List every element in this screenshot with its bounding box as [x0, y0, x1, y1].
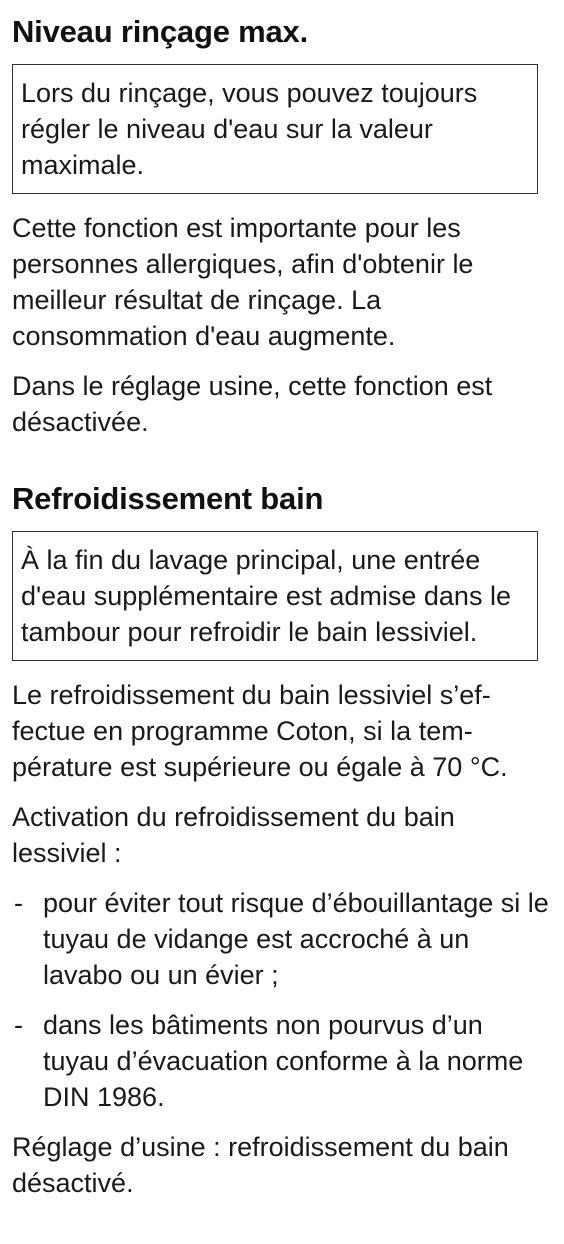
paragraph-allergy-info: Cette fonction est importante pour les personnes allergiques, afin d'obtenir le meilleur résultat de rinçage. La consommation d'eau augmente. — [12, 213, 474, 351]
paragraph-cooling-condition: Le refroidissement du bain lessiviel s’effectue en programme Coton, si la température est supérieure ou égale à 70 °C. — [12, 680, 508, 782]
info-box-refroidissement: À la fin du lavage principal, une entrée d'eau supplémentaire est admise dans le tambour pour refroidir le bain lessiviel. — [12, 531, 538, 661]
activation-reasons-list — [12, 885, 550, 1115]
section-heading-niveau-rincage: Niveau rinçage max. — [12, 14, 309, 49]
section-heading-refroidissement: Refroidissement bain — [12, 481, 324, 516]
list-item-text: pour éviter tout risque d’ébouillantage si le tuyau de vidange est accroché à un lavabo ou un évier ; — [43, 888, 549, 990]
info-box-niveau-rincage: Lors du rinçage, vous pouvez toujours régler le niveau d'eau sur la valeur maximale. — [12, 64, 538, 194]
paragraph-factory-setting-rincage: Dans le réglage usine, cette fonction est désactivée. — [12, 371, 493, 437]
paragraph-cooling-activation: Activation du refroidissement du bain lessiviel : — [12, 802, 455, 868]
list-dash-marker: - — [14, 1010, 23, 1040]
paragraph-factory-setting-cooling: Réglage d’usine : refroidissement du bain désactivé. — [12, 1132, 509, 1198]
list-item — [12, 885, 550, 993]
list-item-text: dans les bâtiments non pourvus d’un tuyau d’évacuation conforme à la norme DIN 1986. — [43, 1010, 524, 1112]
list-dash-marker: - — [14, 888, 23, 918]
list-item — [12, 1007, 550, 1115]
